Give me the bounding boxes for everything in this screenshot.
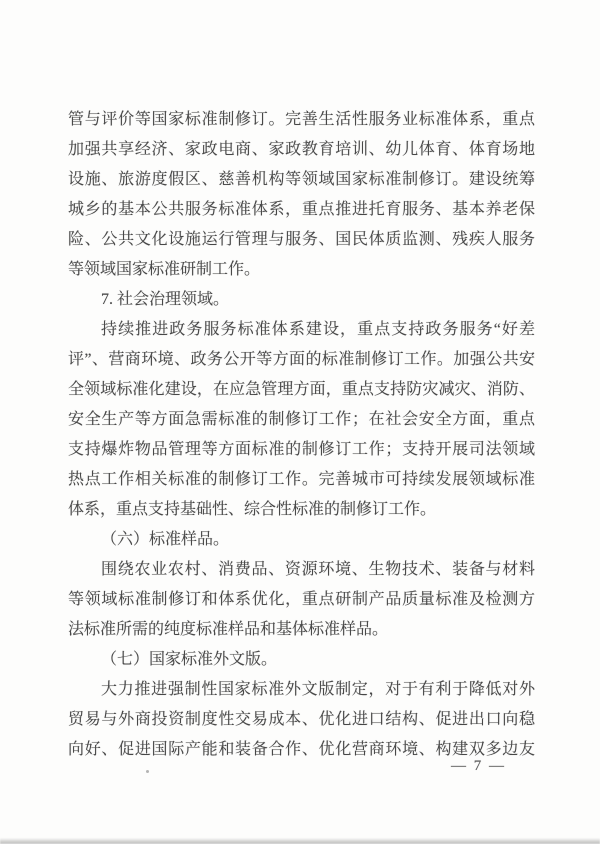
text-line: 设施、旅游度假区、慈善机构等领域国家标准制修订。建设统筹 bbox=[68, 171, 535, 188]
text-line: 管与评价等国家标准制修订。完善生活性服务业标准体系，重点 bbox=[68, 111, 535, 128]
text-line: 大力推进强制性国家标准外文版制定，对于有利于降低对外 bbox=[101, 681, 535, 698]
section-heading: （七）国家标准外文版。 bbox=[101, 651, 278, 668]
text-line: 围绕农业农村、消费品、资源环境、生物技术、装备与材料 bbox=[101, 561, 535, 578]
text-line: 城乡的基本公共服务标准体系，重点推进托育服务、基本养老保 bbox=[68, 201, 535, 218]
section-heading: （六）标准样品。 bbox=[101, 531, 230, 548]
text-line: 加强共享经济、家政电商、家政教育培训、幼儿体育、体育场地 bbox=[68, 141, 535, 158]
text-line: 险、公共文化设施运行管理与服务、国民体质监测、残疾人服务 bbox=[68, 231, 535, 248]
text-line: 全领域标准化建设，在应急管理方面，重点支持防灾减灾、消防、 bbox=[68, 381, 535, 398]
text-line: 等领域国家标准研制工作。 bbox=[68, 261, 261, 278]
scan-speck bbox=[146, 770, 149, 773]
text-line: 持续推进政务服务标准体系建设，重点支持政务服务“好差 bbox=[101, 321, 535, 338]
text-line: 等领域标准制修订和体系优化，重点研制产品质量标准及检测方 bbox=[68, 591, 535, 608]
text-line: 评”、营商环境、政务公开等方面的标准制修订工作。加强公共安 bbox=[68, 351, 535, 368]
text-line: 体系，重点支持基础性、综合性标准的制修订工作。 bbox=[68, 501, 437, 518]
text-line: 法标准所需的纯度标准样品和基体标准样品。 bbox=[68, 621, 389, 638]
section-heading: 7. 社会治理领域。 bbox=[101, 291, 230, 308]
text-line: 贸易与外商投资制度性交易成本、优化进口结构、促进出口向稳 bbox=[68, 711, 535, 728]
document-body bbox=[68, 105, 535, 765]
text-line: 支持爆炸物品管理等方面标准的制修订工作；支持开展司法领域 bbox=[68, 441, 535, 458]
text-line: 安全生产等方面急需标准的制修订工作；在社会安全方面，重点 bbox=[68, 411, 535, 428]
page-number: — 7 — bbox=[451, 758, 506, 774]
scan-edge-bottom bbox=[0, 838, 600, 844]
text-line: 热点工作相关标准的制修订工作。完善城市可持续发展领域标准 bbox=[68, 471, 535, 488]
text-line: 向好、促进国际产能和装备合作、优化营商环境、构建双多边友 bbox=[68, 741, 535, 758]
